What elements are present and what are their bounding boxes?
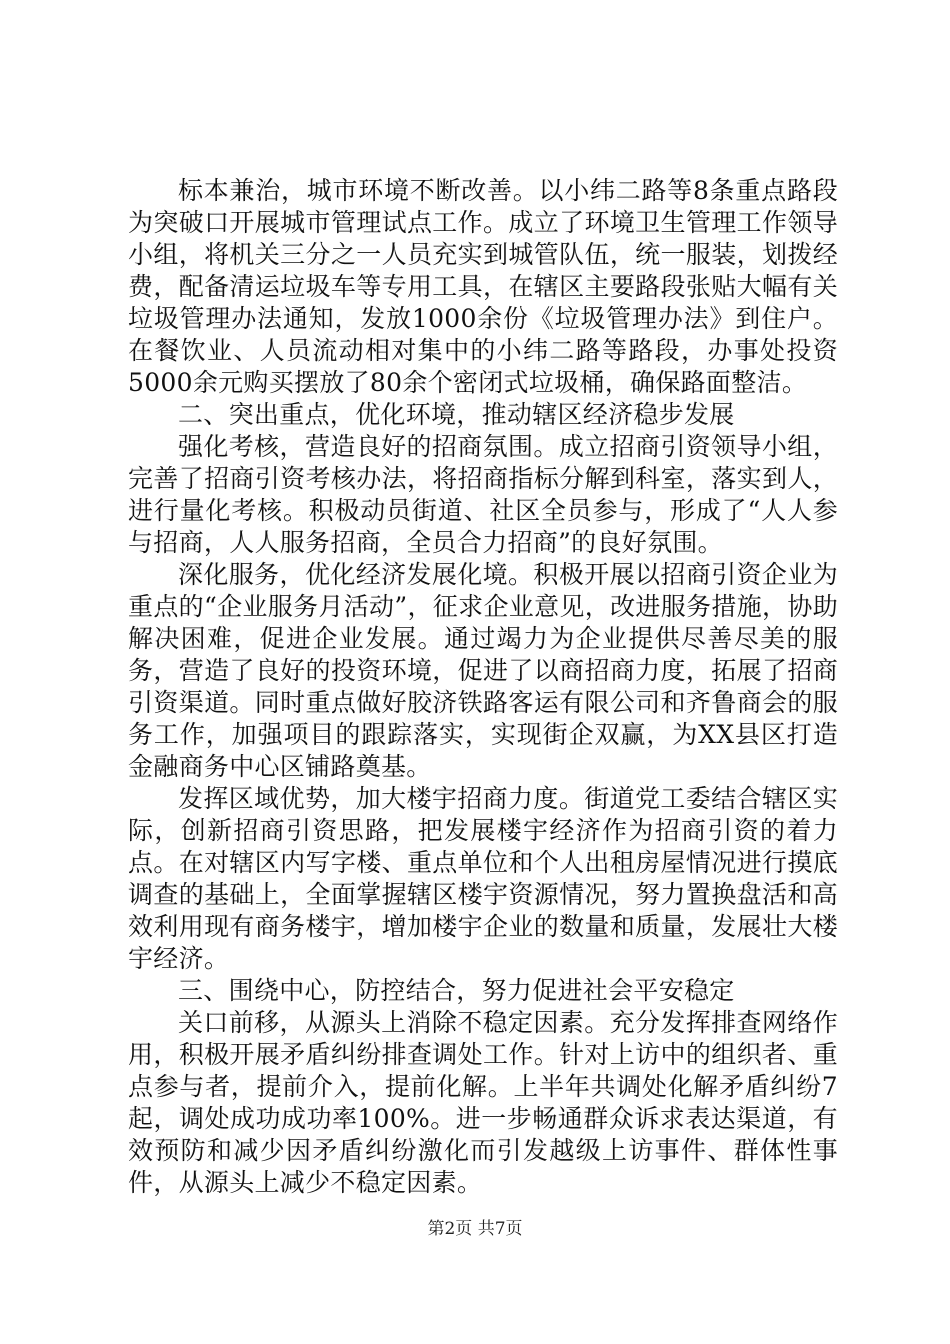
paragraph-service: 深化服务，优化经济发展化境。积极开展以招商引资企业为重点的“企业服务月活动”，征求企业意见，改进服务措施，协助解决困难，促进企业发展。通过竭力为企业提供尽善尽美的服务，营造了良好的投资环境，促进了以商招商力度，拓展了招商引资渠道。同时重点做好胶济铁路客运有限公司和齐鲁商会的服务工作，加强项目的跟踪落实，实现街企双赢，为XX县区打造金融商务中心区铺路奠基。 [128, 560, 838, 781]
paragraph-assessment: 强化考核，营造良好的招商氛围。成立招商引资领导小组，完善了招商引资考核办法，将招商指标分解到科室，落实到人，进行量化考核。积极动员街道、社区全员参与，形成了“人人参与招商，人人服务招商，全员合力招商”的良好氛围。 [128, 432, 838, 557]
page-footer: 第2页 共7页 [427, 1219, 523, 1239]
paragraph-prevention: 关口前移，从源头上消除不稳定因素。充分发挥排查网络作用，积极开展矛盾纠纷排查调处工作。针对上访中的组织者、重点参与者，提前介入，提前化解。上半年共调处化解矛盾纠纷7起，调处成功成功率100%。进一步畅通群众诉求表达渠道，有效预防和减少因矛盾纠纷激化而引发越级上访事件、群体性事件，从源头上减少不稳定因素。 [128, 1008, 838, 1197]
paragraph-building-economy: 发挥区域优势，加大楼宇招商力度。街道党工委结合辖区实际，创新招商引资思路，把发展楼宇经济作为招商引资的着力点。在对辖区内写字楼、重点单位和个人出租房屋情况进行摸底调查的基础上，全面掌握辖区楼宇资源情况，努力置换盘活和高效利用现有商务楼宇，增加楼宇企业的数量和质量，发展壮大楼宇经济。 [128, 784, 838, 973]
section-heading-economy: 二、突出重点，优化环境，推动辖区经济稳步发展 [178, 400, 735, 429]
section-heading-stability: 三、围绕中心，防控结合，努力促进社会平安稳定 [178, 976, 735, 1005]
paragraph-city-environment: 标本兼治，城市环境不断改善。以小纬二路等8条重点路段为突破口开展城市管理试点工作。成立了环境卫生管理工作领导小组，将机关三分之一人员充实到城管队伍，统一服装，划拨经费，配备清运垃圾车等专用工具，在辖区主要路段张贴大幅有关垃圾管理办法通知，发放1000余份《垃圾管理办法》到住户。在餐饮业、人员流动相对集中的小纬二路等路段，办事处投资5000余元购买摆放了80余个密闭式垃圾桶，确保路面整洁。 [128, 176, 838, 397]
document-body [128, 175, 838, 1199]
